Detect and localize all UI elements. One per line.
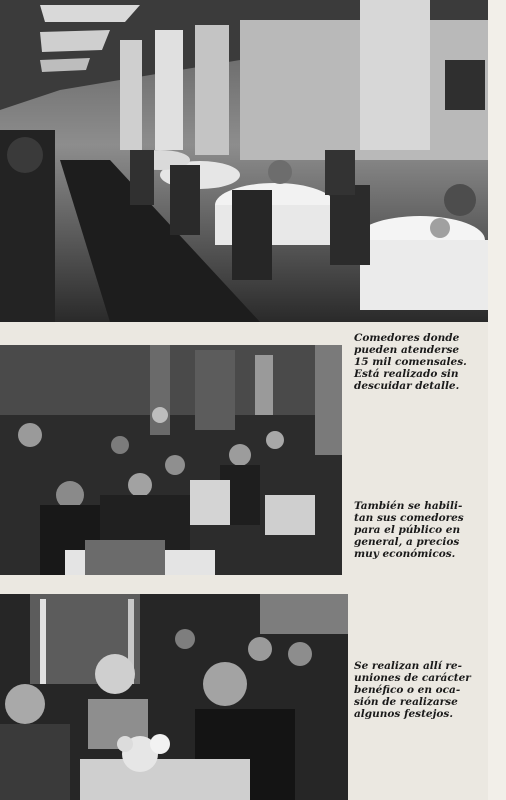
caption-2 (354, 500, 476, 560)
caption-3-line: uniones de carácter (354, 672, 471, 684)
page-edge (488, 0, 506, 800)
caption-3 (354, 660, 476, 720)
caption-1-line: Está realizado sin (354, 368, 459, 380)
dining-hall-photo (0, 0, 490, 322)
caption-1-line: descuidar detalle. (354, 380, 460, 392)
caption-3-line: benéfico o en oca- (354, 684, 461, 696)
caption-2-line: muy económicos. (354, 548, 456, 560)
caption-1 (354, 332, 476, 392)
caption-3-line: algunos festejos. (354, 708, 453, 720)
banquet-photo (0, 594, 348, 800)
caption-2-line: para el público en (354, 524, 461, 536)
caption-2-line: También se habili- (354, 500, 463, 512)
caption-2-line: tan sus comedores (354, 512, 464, 524)
public-dining-photo (0, 345, 342, 575)
caption-1-line: Comedores donde (354, 332, 460, 344)
caption-3-line: Se realizan allí re- (354, 660, 462, 672)
caption-1-line: 15 mil comensales. (354, 356, 467, 368)
caption-2-line: general, a precios (354, 536, 460, 548)
caption-3-line: sión de realizarse (354, 696, 458, 708)
caption-1-line: pueden atenderse (354, 344, 460, 356)
